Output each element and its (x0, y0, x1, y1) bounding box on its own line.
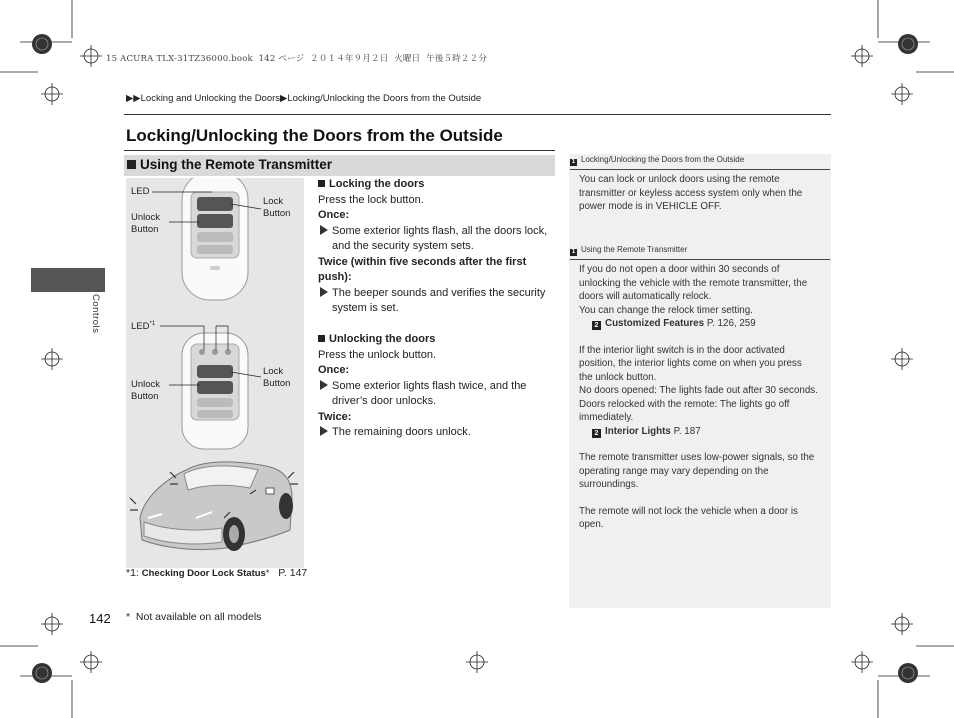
label-led-top: LED (131, 186, 150, 197)
label-led-bottom: LED$^{*1}$ (131, 321, 156, 333)
locking-twice-label: Twice (within five seconds after the first push): (318, 255, 527, 283)
locking-section (318, 177, 554, 317)
breadcrumb-arrow-icon: ▶ (280, 93, 288, 104)
note1-header: 1 Locking/Unlocking the Doors from the Outside (571, 155, 745, 165)
header-rule (124, 114, 831, 115)
breadcrumb (126, 93, 481, 104)
unlocking-once-text: Some exterior lights flash twice, and the driver’s door unlocks. (318, 379, 554, 410)
arrow-icon (320, 225, 328, 235)
locking-once-text: Some exterior lights flash, all the doors lock, and the security system sets. (318, 224, 554, 255)
cross-reference-icon: 2 (592, 429, 601, 438)
note2-p1: If you do not open a door within 30 seconds of unlocking the vehicle with the remote transmitter, the doors will automatically relock. (579, 264, 808, 302)
remote-top-drawing (182, 178, 248, 300)
label-unlock-bottom: Unlock Button (131, 379, 161, 402)
breadcrumb-item-current: Locking/Unlocking the Doors from the Outside (287, 93, 482, 104)
section-bullet-icon (127, 160, 136, 169)
note2-p3: If the interior light switch is in the door activated position, the interior lights come on when you press the unlock button. (579, 344, 802, 383)
note2 (570, 245, 830, 532)
cross-reference-icon: 2 (592, 321, 601, 330)
arrow-icon (320, 426, 328, 436)
remote-figure (126, 178, 304, 568)
arrow-icon (320, 287, 328, 297)
note2-p7: The remote will not lock the vehicle when a door is open. (579, 505, 798, 530)
figure-footnote: *1: Checking Door Lock Status* P. 147 (126, 567, 308, 579)
bullet-icon (318, 335, 325, 342)
note2-ref1[interactable]: 2 Customized Features P. 126, 259 (579, 317, 818, 331)
car-drawing (140, 462, 293, 551)
breadcrumb-item-locking-unlocking[interactable]: Locking and Unlocking the Doors (140, 93, 281, 104)
unlocking-heading: Unlocking the doors (318, 332, 554, 348)
unlocking-once-label: Once: (318, 364, 350, 376)
note1-text: You can lock or unlock doors using the remote transmitter or keyless access system only when the power mode is in VEHICLE OFF. (579, 174, 803, 212)
unlocking-twice-text: The remaining doors unlock. (318, 425, 554, 441)
unlocking-twice-label: Twice: (318, 410, 352, 423)
note2-p6: The remote transmitter uses low-power signals, so the operating range may vary depending on the surroundings. (579, 452, 815, 490)
label-unlock-top: Unlock Button (131, 212, 161, 235)
footnote-link[interactable]: Checking Door Lock Status (141, 568, 266, 579)
bullet-icon (318, 180, 325, 187)
locking-once-label: Once: (318, 209, 350, 221)
section-title: Using the Remote Transmitter (127, 157, 332, 172)
label-lock-top: Lock Button (263, 196, 291, 219)
note2-header: 1 Using the Remote Transmitter (571, 245, 688, 255)
note-ref-icon: 1 (571, 159, 576, 165)
breadcrumb-arrow-icon: ▶▶ (126, 93, 141, 104)
title-rule (124, 150, 555, 151)
unlocking-section (318, 332, 554, 441)
locking-twice-text: The beeper sounds and verifies the security system is set. (318, 286, 554, 317)
print-header: 15 ACURA TLX-31TZ36000.book 142 ページ ２０１４年９月２日 火曜日 午後５時２２分 (106, 54, 488, 64)
note2-p2: You can change the relock timer setting. (579, 304, 753, 316)
side-tab-marker (31, 268, 105, 292)
locking-heading: Locking the doors (318, 177, 554, 193)
note1 (570, 155, 830, 214)
label-lock-bottom: Lock Button (263, 366, 291, 389)
note2-ref2[interactable]: 2 Interior Lights P. 187 (579, 425, 818, 439)
page-title: Locking/Unlocking the Doors from the Outside (126, 126, 503, 145)
arrow-icon (320, 380, 328, 390)
note-ref-icon: 1 (571, 249, 576, 255)
side-tab-label[interactable]: Controls (90, 294, 101, 334)
remote-bottom-drawing (182, 333, 248, 449)
note2-p5: Doors relocked with the remote: The lights go off immediately. (579, 398, 790, 423)
note2-p4: No doors opened: The lights fade out after 30 seconds. (579, 385, 818, 396)
footer-note: * Not available on all models (126, 611, 262, 623)
page-number: 142 (89, 611, 111, 626)
locking-intro: Press the lock button. (318, 193, 424, 206)
unlocking-intro: Press the unlock button. (318, 348, 437, 361)
